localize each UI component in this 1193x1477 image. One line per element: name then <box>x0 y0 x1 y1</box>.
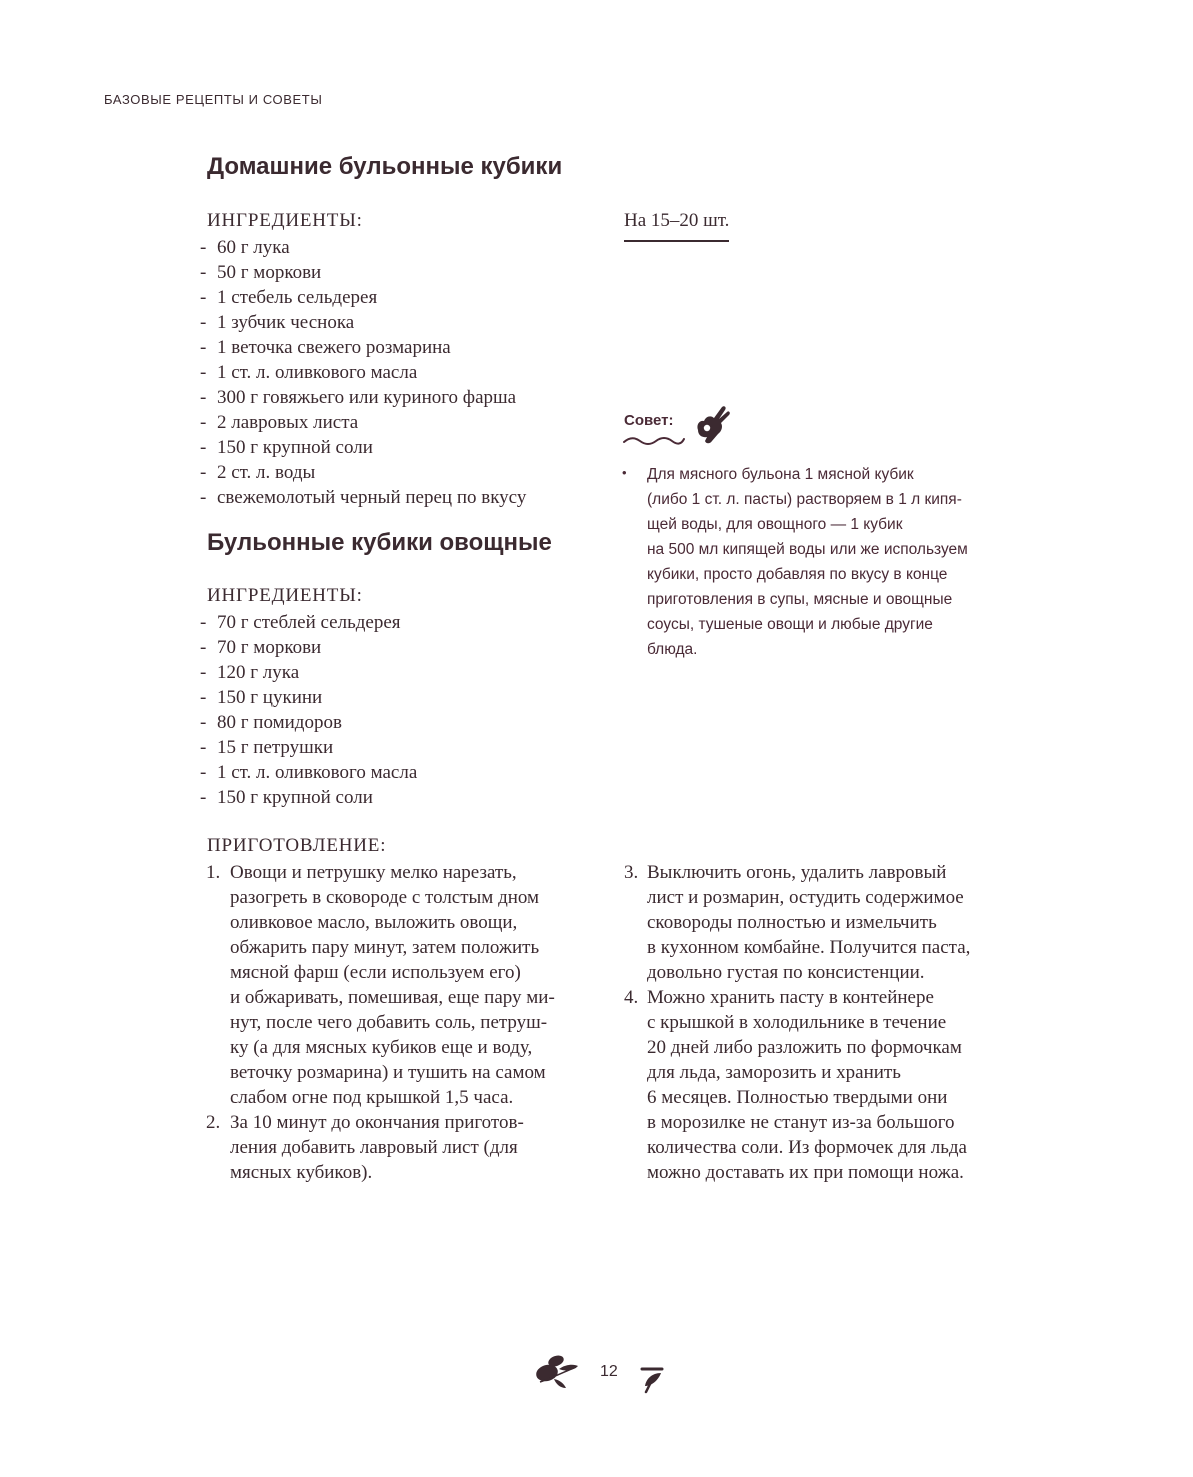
ingredient-item <box>200 710 417 735</box>
list-dash: - <box>200 312 207 333</box>
step-line: мясной фарш (если используем его) <box>230 962 521 983</box>
ingredients-list-2 <box>200 610 417 810</box>
ingredient-item <box>200 235 526 260</box>
step-line: сковороды полностью и измельчить <box>647 912 937 933</box>
ingredient-text: 1 ст. л. оливкового масла <box>217 362 418 383</box>
list-dash: - <box>200 737 207 758</box>
list-dash: - <box>200 412 207 433</box>
ingredient-item <box>200 410 526 435</box>
step-number: 2. <box>206 1112 221 1133</box>
ingredient-text: 300 г говяжьего или куриного фарша <box>217 387 517 408</box>
tip-line: кубики, просто добавляя по вкусу в конце <box>647 566 948 583</box>
step-line: Овощи и петрушку мелко нарезать, <box>230 862 517 883</box>
ingredient-text: 60 г лука <box>217 237 290 258</box>
list-dash: - <box>200 337 207 358</box>
step-line: количества соли. Из формочек для льда <box>647 1137 967 1158</box>
ingredient-text: 2 лавровых листа <box>217 412 359 433</box>
recipe-title-2: Бульонные кубики овощные <box>207 529 552 556</box>
ingredients-list-1 <box>200 235 526 510</box>
step-number: 1. <box>206 862 221 883</box>
list-dash: - <box>200 762 207 783</box>
step-text <box>230 1110 606 1185</box>
ingredients-label-1: ИНГРЕДИЕНТЫ: <box>207 210 363 231</box>
tip-text <box>647 462 1027 662</box>
step-line: ления добавить лавровый лист (для <box>230 1137 518 1158</box>
list-dash: - <box>200 712 207 733</box>
step-4 <box>624 985 1024 1185</box>
ingredient-text: 1 ст. л. оливкового масла <box>217 762 418 783</box>
ingredient-item <box>200 335 526 360</box>
step-line: Выключить огонь, удалить лавровый <box>647 862 947 883</box>
ingredient-item <box>200 760 417 785</box>
list-dash: - <box>200 687 207 708</box>
step-line: нут, после чего добавить соль, петруш- <box>230 1012 548 1033</box>
running-head: БАЗОВЫЕ РЕЦЕПТЫ И СОВЕТЫ <box>104 92 323 107</box>
ingredient-text: 80 г помидоров <box>217 712 342 733</box>
ingredient-text: 1 зубчик чеснока <box>217 312 355 333</box>
list-dash: - <box>200 662 207 683</box>
leaf-icon <box>640 1366 664 1394</box>
ingredient-text: 150 г цукини <box>217 687 323 708</box>
step-line: довольно густая по консистенции. <box>647 962 925 983</box>
tip-line: (либо 1 ст. л. пасты) растворяем в 1 л кипя- <box>647 491 962 508</box>
step-3 <box>624 860 1024 985</box>
page-number: 12 <box>600 1363 618 1380</box>
ingredient-item <box>200 735 417 760</box>
step-line: слабом огне под крышкой 1,5 часа. <box>230 1087 514 1108</box>
ingredient-text: 150 г крупной соли <box>217 437 373 458</box>
tip-line: приготовления в супы, мясные и овощные <box>647 591 953 608</box>
tip-line: блюда. <box>647 641 698 658</box>
step-line: мясных кубиков). <box>230 1162 373 1183</box>
ingredient-item <box>200 435 526 460</box>
recipe-title-1: Домашние бульонные кубики <box>207 153 563 180</box>
ingredient-item <box>200 260 526 285</box>
step-2 <box>206 1110 606 1185</box>
ingredient-text: 1 стебель сельдерея <box>217 287 378 308</box>
list-dash: - <box>200 362 207 383</box>
step-text <box>647 985 1024 1185</box>
ingredient-item <box>200 285 526 310</box>
ok-hand-icon <box>692 404 732 446</box>
step-line: в морозилке не станут из-за большого <box>647 1112 955 1133</box>
ingredients-label-2: ИНГРЕДИЕНТЫ: <box>207 585 363 606</box>
step-line: 6 месяцев. Полностью твердыми они <box>647 1087 948 1108</box>
ingredient-item <box>200 660 417 685</box>
ingredient-text: 70 г стеблей сельдерея <box>217 612 401 633</box>
tip-line: на 500 мл кипящей воды или же используем <box>647 541 968 558</box>
step-line: для льда, заморозить и хранить <box>647 1062 901 1083</box>
step-1 <box>206 860 606 1110</box>
ingredient-item <box>200 785 417 810</box>
step-line: За 10 минут до окончания приготов- <box>230 1112 524 1133</box>
ingredient-item <box>200 635 417 660</box>
ingredient-item <box>200 310 526 335</box>
step-text <box>647 860 1024 985</box>
list-dash: - <box>200 637 207 658</box>
ingredient-item <box>200 385 526 410</box>
ingredient-text: 50 г моркови <box>217 262 322 283</box>
list-dash: - <box>200 487 207 508</box>
ingredient-text: 1 веточка свежего розмарина <box>217 337 451 358</box>
ingredient-item <box>200 460 526 485</box>
list-dash: - <box>200 787 207 808</box>
list-dash: - <box>200 237 207 258</box>
ingredient-item <box>200 360 526 385</box>
ingredient-text: 2 ст. л. воды <box>217 462 316 483</box>
tip-bullet: • <box>622 465 627 480</box>
tip-line: щей воды, для овощного — 1 кубик <box>647 516 903 533</box>
step-line: с крышкой в холодильнике в течение <box>647 1012 947 1033</box>
tip-label: Совет: <box>624 412 674 429</box>
step-line: веточку розмарина) и тушить на самом <box>230 1062 546 1083</box>
ingredient-text: свежемолотый черный перец по вкусу <box>217 487 527 508</box>
ingredient-item <box>200 610 417 635</box>
yield-note: На 15–20 шт. <box>624 210 729 242</box>
step-line: обжарить пару минут, затем положить <box>230 937 540 958</box>
tip-line: Для мясного бульона 1 мясной кубик <box>647 466 914 483</box>
step-line: лист и розмарин, остудить содержимое <box>647 887 964 908</box>
step-line: и обжаривать, помешивая, еще пару ми- <box>230 987 555 1008</box>
ingredient-text: 15 г петрушки <box>217 737 334 758</box>
list-dash: - <box>200 437 207 458</box>
step-line: 20 дней либо разложить по формочкам <box>647 1037 962 1058</box>
step-line: Можно хранить пасту в контейнере <box>647 987 934 1008</box>
step-number: 3. <box>624 862 639 883</box>
list-dash: - <box>200 387 207 408</box>
step-line: в кухонном комбайне. Получится паста, <box>647 937 971 958</box>
ingredient-item <box>200 485 526 510</box>
step-line: можно доставать их при помощи ножа. <box>647 1162 964 1183</box>
ingredient-text: 70 г моркови <box>217 637 322 658</box>
list-dash: - <box>200 287 207 308</box>
step-line: ку (а для мясных кубиков еще и воду, <box>230 1037 533 1058</box>
preparation-label: ПРИГОТОВЛЕНИЕ: <box>207 835 387 856</box>
list-dash: - <box>200 462 207 483</box>
step-number: 4. <box>624 987 639 1008</box>
ingredient-text: 150 г крупной соли <box>217 787 373 808</box>
wave-underline-icon <box>622 433 686 447</box>
ingredient-text: 120 г лука <box>217 662 300 683</box>
olive-branch-icon <box>534 1352 580 1390</box>
list-dash: - <box>200 262 207 283</box>
list-dash: - <box>200 612 207 633</box>
tip-line: соусы, тушеные овощи и любые другие <box>647 616 933 633</box>
step-text <box>230 860 606 1110</box>
step-line: оливковое масло, выложить овощи, <box>230 912 518 933</box>
step-line: разогреть в сковороде с толстым дном <box>230 887 540 908</box>
ingredient-item <box>200 685 417 710</box>
